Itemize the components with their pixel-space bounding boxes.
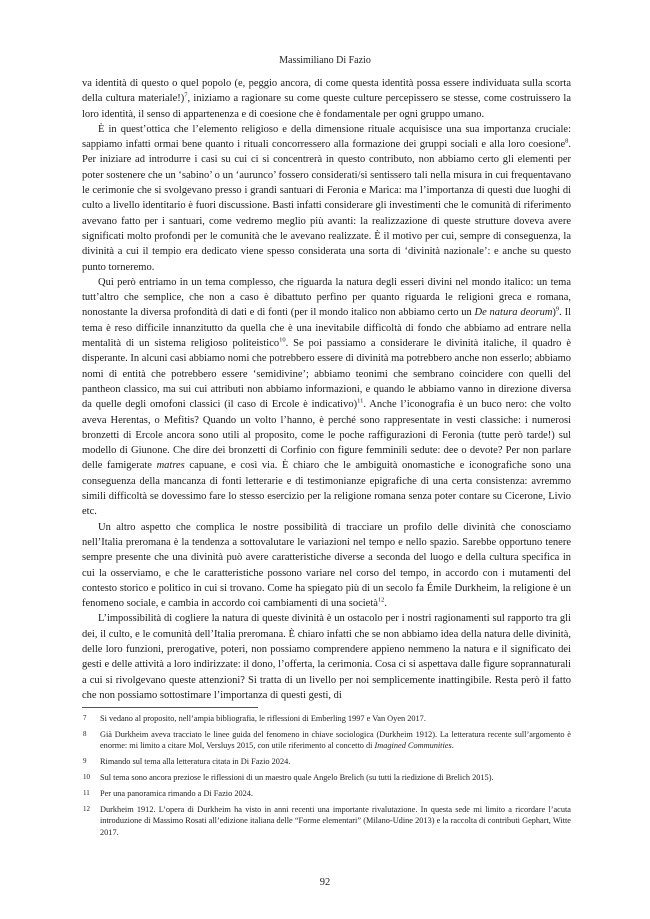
footnote-text [100,713,571,725]
text-run: Si vedano al proposito, nell’ampia bibliografia, le riflessioni di Emberling 1997 e Van Oyen 2017. [100,714,426,723]
text-run: Rimando sul tema alla letteratura citata in Di Fazio 2024. [100,757,291,767]
text-run: . [384,598,388,610]
italic-text: Imagined Communities [374,741,452,751]
footnote-number: 11 [83,788,90,797]
footnote-text [100,772,571,784]
footnote [82,804,571,839]
body-text [82,76,571,703]
footnote [82,772,571,784]
footnote-number: 9 [83,757,87,766]
footnote [82,729,571,752]
footnote-text [100,756,571,768]
footnote [82,713,571,725]
text-run: Sul tema sono ancora preziose le riflessioni di un maestro quale Angelo Brelich (su tutti la riedizione di Brelich 2015). [100,772,494,782]
footnote-separator [82,707,258,708]
footnote-text [100,788,571,800]
paragraph [82,76,571,122]
text-run: va identità di questo o quel popolo (e, peggio ancora, di come questa identità possa essere individuata sulla scorta della cultura materiale!) [82,78,571,105]
footnote-reference: 10 [279,336,286,344]
text-run: capuane, e così via. È chiaro che le ambiguità onomastiche e iconografiche sono una conseguenza della mancanza di fonti letterarie e di testimonianze epigrafiche di una certa consistenza: avremmo simili difficoltà se dovessimo fare lo stesso esercizio per la religione romana senza poter contare su Cicerone, Livio etc. [82,460,571,518]
paragraph [82,275,571,520]
text-run: . Anche l’iconografia è un buco nero: che volto aveva Herentas, o Mefitis? Quando un volto l’hanno, è perché sono rappresentate in vesti classiche: i numerosi bronzetti di Ercole ancora sono utili al proposito, come le poche raffigurazioni di Feronia (tutte però tarde!) sul modello di Giunone. Che dire dei bronzetti di Corfinio con figure femminili sedute: dee o devote? Per non parlare delle famigerate [82,399,571,472]
footnote-text [100,804,571,839]
footnote-reference: 11 [357,397,364,405]
text-run: . Il tema è reso difficile innanzitutto da quella che è una inevitabile difficoltà di fondo che abbiamo ad entrare nella mentalità di un sistema religioso politeistico [82,307,571,350]
running-head: Massimiliano Di Fazio [279,55,371,66]
footnote-number: 7 [83,714,87,722]
text-run: Per una panoramica rimando a Di Fazio 2024. [100,788,253,798]
text-run: L’impossibilità di cogliere la natura di queste divinità è un ostacolo per i nostri ragionamenti sul rapporto tra gli dei, il culto, e le comunità dell’Italia preromana. È chiaro infatti che se non abbiamo idea della natura delle divinità, delle loro funzioni, prerogative, poteri, non possiamo comprendere appieno nemmeno la natura e il significato dei gesti e delle attività a loro indirizzate: il dono, l’offerta, la cerimonia. Cosa ci si aspettava dalle figure soprannaturali a cui si rivolgevano queste attenzioni? Si tratta di un livello per noi semplicemente inattingibile. Resta però il fatto che non possiamo sottostimare l’importanza di questi gesti, di [82,613,571,701]
footnotes [82,713,571,842]
text-run: Già Durkheim aveva tracciato le linee guida del fenomeno in chiave sociologica (Durkheim 1912). La letteratura recente sull’argomento è enorme: mi limito a citare Mol, Versluys 2015, con utile riferimento al concetto di [100,729,571,751]
footnote-number: 8 [83,729,87,738]
footnote-reference: 8 [565,137,569,145]
page-number: 92 [319,877,331,888]
text-run: . [451,741,454,751]
text-run: Qui però entriamo in un tema complesso, che riguarda la natura degli esseri divini nel mondo italico: un tema tutt’altro che semplice, che non a caso è dibattuto perfino per quanto riguarda le religioni greca e romana, nonostante la diversa profondità di dati e di fonti (per il mondo italico non abbiamo certo un [82,276,571,319]
footnote [82,756,571,768]
text-run: È in quest’ottica che l’elemento religioso e della dimensione rituale acquisisce una sua importanza cruciale: sappiamo infatti ormai bene quanto i rituali concorressero alla formazione dei gruppi sociali e alla loro coesione [82,123,571,151]
text-run: . Se poi passiamo a considerare le divinità italiche, il quadro è disperante. In alcuni casi abbiamo nomi che potrebbero essere di divinità ma potrebbero anche non esserlo; abbiamo nomi di entità che potrebbero essere ‘semidivine’; abbiamo teonimi che sembrano coincidere con quelli del pantheon classico, ma sui cui attributi non abbiamo informazioni, e quando le abbiamo vanno in direzione diversa da quelle degli omofoni classici (il caso di Ercole è indicativo) [82,338,571,411]
text-run: ) [552,307,556,319]
paragraph [82,122,571,275]
italic-text: De natura deorum [474,307,553,319]
footnote-number: 12 [83,804,90,813]
paragraph [82,611,571,703]
footnote-reference: 12 [377,596,385,604]
footnote-reference: 7 [184,91,188,99]
footnote-number: 10 [83,772,90,781]
text-run: , iniziamo a ragionare su come queste culture percepissero se stesse, come costruissero la loro identità, il senso di appartenenza e di coesione che è fondamentale per ogni gruppo umano. [82,93,571,120]
footnote-text [100,729,571,752]
footnote-reference: 9 [555,305,560,313]
text-run: Durkheim 1912. L’opera di Durkheim ha visto in anni recenti una importante rivalutazione. In questa sede mi limito a ricordare l’acuta introduzione di Massimo Rosati all’edizione italiana delle “Forme elementari” (Milano-Udine 2013) e la raccolta di contributi Gephart, Witte 2017. [100,804,571,837]
paragraph [82,520,571,612]
italic-text: matres [156,460,185,472]
text-run: . Per iniziare ad introdurre i casi su cui ci si concentrerà in questo contributo, non abbiamo certo gli elementi per poter sostenere che un ‘sabino’ o un ‘aurunco’ fossero considerati/si sentissero tali nella misura in cui frequentavano le cerimonie che si svolgevano presso i grandi santuari di Feronia e Marica: ma l’importanza di questi due luoghi di culto a livello identitario è fuori discussione. Basti infatti considerare gli investimenti che le comunità di riferimento avevano fatto per i santuari, come vedremo meglio più avanti: la realizzazione di queste strutture doveva avere significati molto profondi per le comunità che le avevano realizzate. È il motivo per cui, sempre di conseguenza, la divinità a cui il tempio era dedicato viene spesso considerata una sorta di ‘divinità nazionale’: e anche su questo punto torneremo. [82,139,571,273]
text-run: Un altro aspetto che complica le nostre possibilità di tracciare un profilo delle divinità che conosciamo nell’Italia preromana è la tendenza a sottovalutare le variazioni nel tempo e nello spazio. Sarebbe opportuno tenere sempre presente che una divinità può avere caratteristiche diverse a seconda del luogo e della cultura specifica in cui la osserviamo, e che le caratteristiche possono variare nel corso del tempo, in accordo con i mutamenti del contesto storico e politico in cui si trovano. Come ha spiegato più di un secolo fa Émile Durkheim, la religione è un fenomeno sociale, e cambia in accordo coi cambiamenti di una società [82,521,571,610]
footnote [82,788,571,800]
